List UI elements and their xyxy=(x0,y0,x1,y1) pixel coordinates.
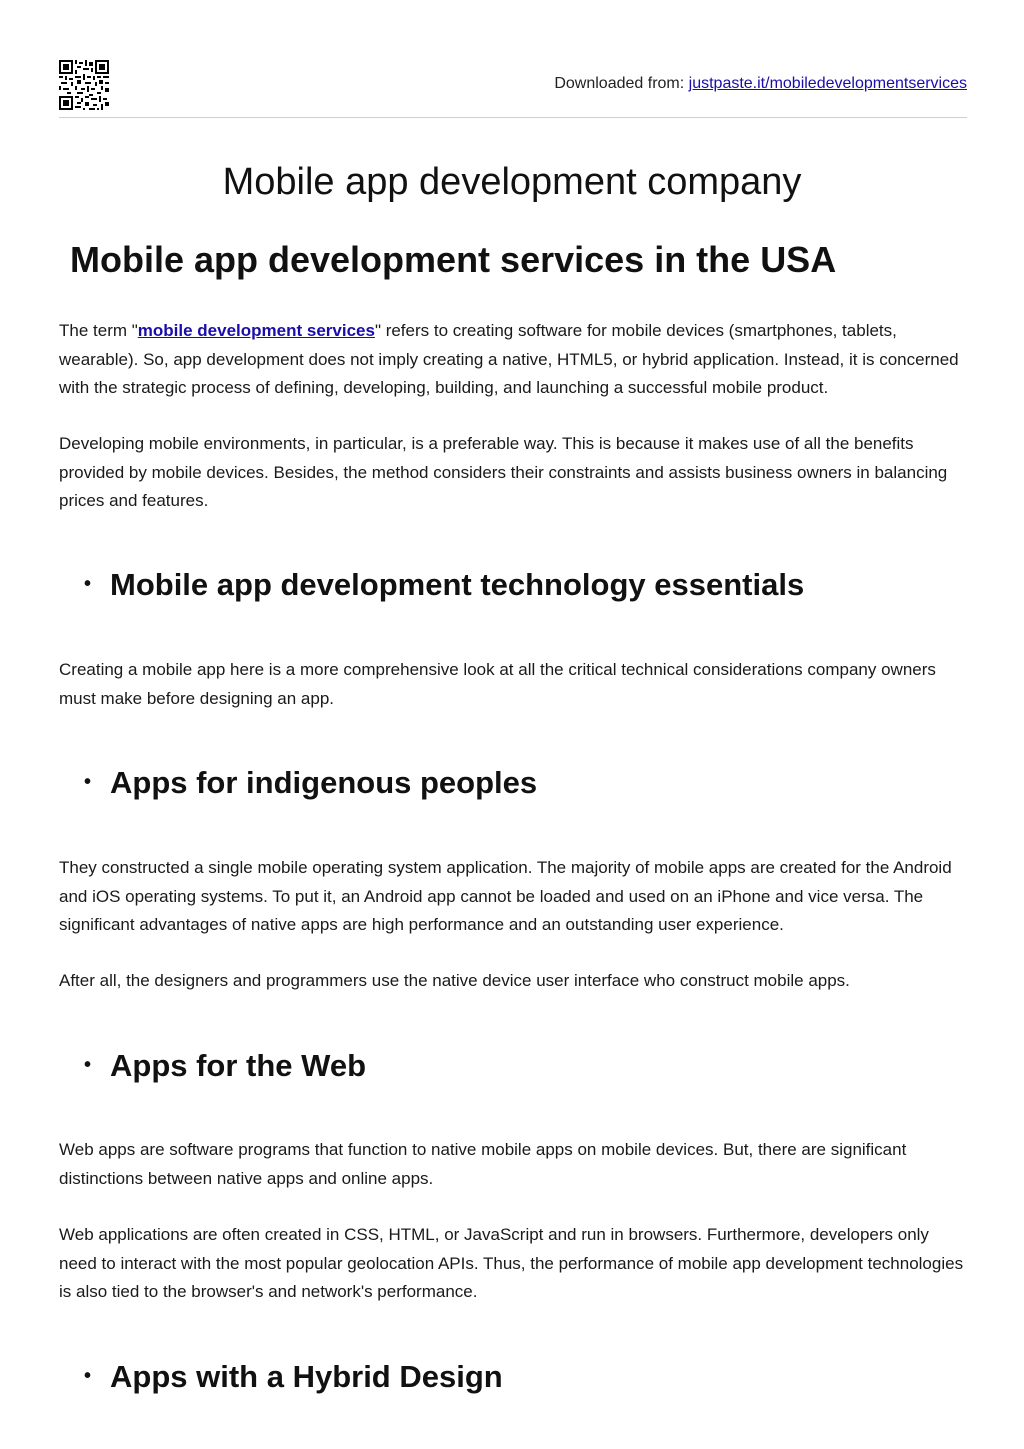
section-heading-indigenous-apps: • Apps for indigenous peoples xyxy=(84,764,537,804)
section-heading-web-apps: • Apps for the Web xyxy=(84,1047,366,1087)
page-title: Mobile app development company xyxy=(222,161,802,203)
section-3-paragraph-2: Web applications are often created in CSS, HTML, or JavaScript and run in browsers. Furthermore, developers only need to interact with the most popular geolocation APIs. Thus, the performance of mobile app development technologies is also tied to the browser's and network's performance. xyxy=(59,1225,964,1301)
qr-code-icon xyxy=(59,60,109,110)
main-heading: Mobile app development services in the USA xyxy=(70,239,837,280)
section-2-paragraph-2: After all, the designers and programmers use the native device user interface who construct mobile apps. xyxy=(59,971,850,990)
bullet-icon: • xyxy=(84,770,92,793)
mobile-development-services-link[interactable]: mobile development services xyxy=(137,321,375,340)
intro-paragraph-2: Developing mobile environments, in particular, is a preferable way. This is because it makes use of all the benefits provided by mobile devices. Besides, the method considers their constraints and assists business owners in balancing prices and features. xyxy=(59,434,948,510)
bullet-icon: • xyxy=(84,1364,92,1387)
section-1-paragraph-1: Creating a mobile app here is a more comprehensive look at all the critical technical considerations company owners must make before designing an app. xyxy=(59,660,936,708)
header-divider xyxy=(59,117,967,118)
section-heading-hybrid-apps: • Apps with a Hybrid Design xyxy=(84,1358,503,1398)
bullet-icon: • xyxy=(84,1053,92,1076)
section-heading-technology-essentials: • Mobile app development technology essentials xyxy=(84,566,804,606)
section-3-paragraph-1: Web apps are software programs that function to native mobile apps on mobile devices. But, there are significant distinctions between native apps and online apps. xyxy=(59,1140,907,1188)
downloaded-from-note xyxy=(554,75,967,93)
section-2-paragraph-1: They constructed a single mobile operating system application. The majority of mobile apps are created for the Android and iOS operating systems. To put it, an Android app cannot be loaded and used on an iPhone and vice versa. The significant advantages of native apps are high performance and an outstanding user experience. xyxy=(59,858,952,934)
bullet-icon: • xyxy=(84,572,92,595)
downloaded-from-label: Downloaded from: xyxy=(554,75,689,92)
source-link[interactable]: justpaste.it/mobiledevelopmentservices xyxy=(688,75,967,92)
intro-paragraph-1: The term "mobile development services" refers to creating software for mobile devices (smartphones, tablets, wearable). So, app development does not imply creating a native, HTML5, or hybrid application. Instead, it is concerned with the strategic process of defining, developing, building, and launching a successful mobile product. xyxy=(59,321,959,397)
page-header xyxy=(59,58,967,118)
